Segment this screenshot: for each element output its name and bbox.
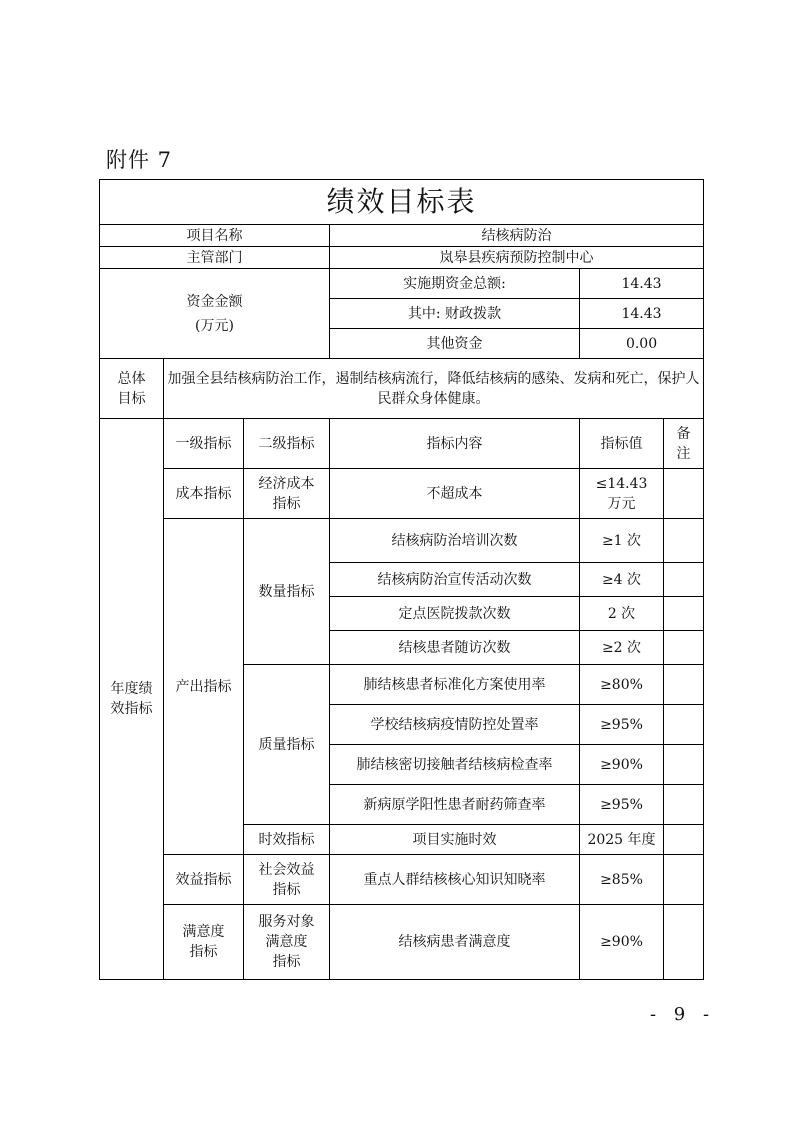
attachment-label: 附件 7 xyxy=(106,148,173,172)
cost-value-line1: ≤14.43 xyxy=(595,475,648,492)
quality-value-3: ≥90% xyxy=(580,745,664,785)
header-remark xyxy=(664,419,704,469)
annual-label xyxy=(100,419,164,980)
cost-level1: 成本指标 xyxy=(164,469,244,519)
satisfaction-content: 结核病患者满意度 xyxy=(330,905,580,980)
performance-target-table xyxy=(99,179,704,980)
satisfaction-level2-line1: 服务对象 xyxy=(258,914,315,930)
quality-level2: 质量指标 xyxy=(244,665,330,825)
benefit-level1: 效益指标 xyxy=(164,855,244,905)
cost-content: 不超成本 xyxy=(330,469,580,519)
annual-label-line2: 效指标 xyxy=(110,701,153,717)
quantity-value-4: ≥2 次 xyxy=(580,631,664,665)
quantity-content-2: 结核病防治宣传活动次数 xyxy=(330,563,580,597)
satisfaction-level2-line3: 指标 xyxy=(272,954,301,970)
funds-label-line1: 资金金额 xyxy=(186,293,243,310)
quantity-remark-1 xyxy=(664,519,704,563)
overall-goal-label-line1: 总体 xyxy=(117,370,146,387)
table-title: 绩效目标表 xyxy=(100,180,704,225)
department-value: 岚皋县疾病预防控制中心 xyxy=(330,247,704,269)
funds-other-value: 0.00 xyxy=(580,329,704,359)
benefit-level2-line2: 指标 xyxy=(272,881,301,898)
quantity-remark-2 xyxy=(664,563,704,597)
header-level1: 一级指标 xyxy=(164,419,244,469)
quality-value-2: ≥95% xyxy=(580,705,664,745)
quality-remark-1 xyxy=(664,665,704,705)
satisfaction-value: ≥90% xyxy=(580,905,664,980)
quality-remark-3 xyxy=(664,745,704,785)
header-content: 指标内容 xyxy=(330,419,580,469)
annual-label-line1: 年度绩 xyxy=(110,681,153,697)
timeliness-content: 项目实施时效 xyxy=(330,825,580,855)
header-remark-line1: 备 xyxy=(676,425,691,442)
satisfaction-level2 xyxy=(244,905,330,980)
timeliness-value: 2025 年度 xyxy=(580,825,664,855)
funds-fiscal-label: 其中: 财政拨款 xyxy=(330,299,580,329)
overall-goal-label xyxy=(100,359,164,419)
header-level2: 二级指标 xyxy=(244,419,330,469)
quality-content-1: 肺结核患者标准化方案使用率 xyxy=(330,665,580,705)
quality-value-1: ≥80% xyxy=(580,665,664,705)
quantity-remark-4 xyxy=(664,631,704,665)
quantity-level2: 数量指标 xyxy=(244,519,330,665)
satisfaction-level1-line2: 指标 xyxy=(189,944,218,960)
funds-fiscal-value: 14.43 xyxy=(580,299,704,329)
timeliness-remark xyxy=(664,825,704,855)
quality-content-2: 学校结核病疫情防控处置率 xyxy=(330,705,580,745)
benefit-level2-line1: 社会效益 xyxy=(258,861,315,878)
cost-level2-line2: 指标 xyxy=(272,495,301,512)
quantity-value-2: ≥4 次 xyxy=(580,563,664,597)
department-label: 主管部门 xyxy=(100,247,330,269)
benefit-value: ≥85% xyxy=(580,855,664,905)
satisfaction-level2-line2: 满意度 xyxy=(265,934,308,950)
quantity-value-1: ≥1 次 xyxy=(580,519,664,563)
quantity-content-1: 结核病防治培训次数 xyxy=(330,519,580,563)
cost-remark xyxy=(664,469,704,519)
overall-goal-label-line2: 目标 xyxy=(117,390,146,407)
quality-remark-4 xyxy=(664,785,704,825)
benefit-remark xyxy=(664,855,704,905)
funds-label xyxy=(100,269,330,359)
quality-value-4: ≥95% xyxy=(580,785,664,825)
funds-total-value: 14.43 xyxy=(580,269,704,299)
header-remark-line2: 注 xyxy=(676,445,691,462)
quantity-content-4: 结核患者随访次数 xyxy=(330,631,580,665)
cost-level2-line1: 经济成本 xyxy=(258,475,315,492)
benefit-level2 xyxy=(244,855,330,905)
satisfaction-level1 xyxy=(164,905,244,980)
overall-goal-text: 加强全县结核病防治工作，遏制结核病流行，降低结核病的感染、发病和死亡，保护人民群众身体健康。 xyxy=(164,359,704,419)
cost-value-line2: 万元 xyxy=(607,495,636,512)
quality-content-3: 肺结核密切接触者结核病检查率 xyxy=(330,745,580,785)
cost-value xyxy=(580,469,664,519)
funds-total-label: 实施期资金总额: xyxy=(330,269,580,299)
output-level1: 产出指标 xyxy=(164,519,244,855)
satisfaction-remark xyxy=(664,905,704,980)
quantity-value-3: 2 次 xyxy=(580,597,664,631)
header-value: 指标值 xyxy=(580,419,664,469)
funds-other-label: 其他资金 xyxy=(330,329,580,359)
quantity-content-3: 定点医院拨款次数 xyxy=(330,597,580,631)
quantity-remark-3 xyxy=(664,597,704,631)
benefit-content: 重点人群结核核心知识知晓率 xyxy=(330,855,580,905)
funds-label-line2: (万元) xyxy=(195,317,234,334)
page-number: - 9 - xyxy=(650,1004,716,1025)
quality-content-4: 新病原学阳性患者耐药筛查率 xyxy=(330,785,580,825)
timeliness-level2: 时效指标 xyxy=(244,825,330,855)
project-name-label: 项目名称 xyxy=(100,225,330,247)
cost-level2 xyxy=(244,469,330,519)
project-name-value: 结核病防治 xyxy=(330,225,704,247)
quality-remark-2 xyxy=(664,705,704,745)
satisfaction-level1-line1: 满意度 xyxy=(182,924,225,940)
